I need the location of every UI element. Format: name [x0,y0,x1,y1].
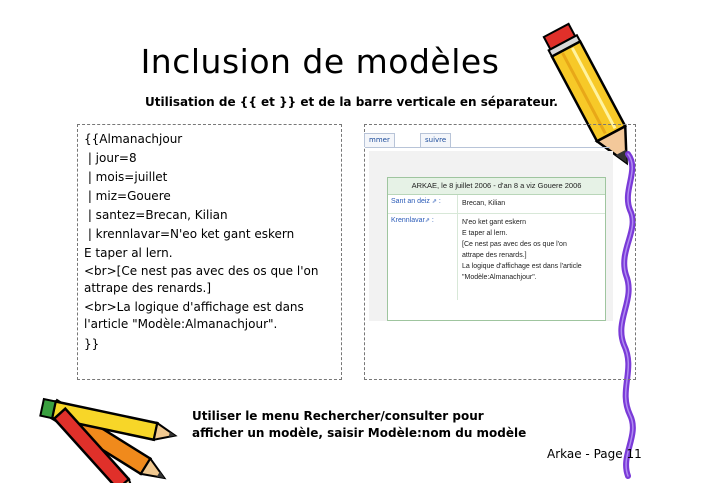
table-row [388,195,605,214]
code-line: {{Almanachjour [84,132,183,146]
instruction-note: Utiliser le menu Rechercher/consulter pour afficher un modèle, saisir Modèle:nom du modèle [192,409,527,440]
wiki-tab-bar [365,133,610,148]
almanach-table-header: ARKAE, le 8 juillet 2006 - d'an 8 a viz Gouere 2006 [388,178,605,195]
page-number: Arkae - Page 11 [547,447,642,461]
slide-subtitle: Utilisation de {{ et }} et de la barre verticale en séparateur. [145,95,558,109]
table-row [388,214,605,300]
crayons-clipart-bottom [28,383,188,483]
wiki-tab: suivre [420,133,451,147]
wiki-tab: mmer [364,133,395,147]
code-line: }} [84,337,100,351]
code-line: | jour=8 [84,151,137,165]
code-line: E taper al lern. [84,246,173,260]
rendered-result-screenshot [364,124,636,380]
code-line: | santez=Brecan, Kilian [84,208,228,222]
table-row-label: Sant an deiz ⇗ : [391,198,441,205]
almanach-table [387,177,606,321]
code-line: | krennlavar=N'eo ket gant eskern [84,227,295,241]
code-line: | miz=Gouere [84,189,171,203]
table-row-value: Brecan, Kilian [462,200,506,207]
template-code-box [77,124,342,380]
table-row-value: N'eo ket gant eskern E taper al lern. [Ce nest pas avec des os que l'on attrape des renards.] La logique d'affichage est dans l'article "Modèle:Almanachjour". [462,219,582,281]
table-row-label: Krennlavar⇗ : [391,217,434,224]
code-line: <br>La logique d'affichage est dans l'article "Modèle:Almanachjour". [84,300,308,331]
slide-title: Inclusion de modèles [140,42,500,81]
code-line: <br>[Ce nest pas avec des os que l'on attrape des renards.] [84,264,323,295]
code-line: | mois=juillet [84,170,168,184]
